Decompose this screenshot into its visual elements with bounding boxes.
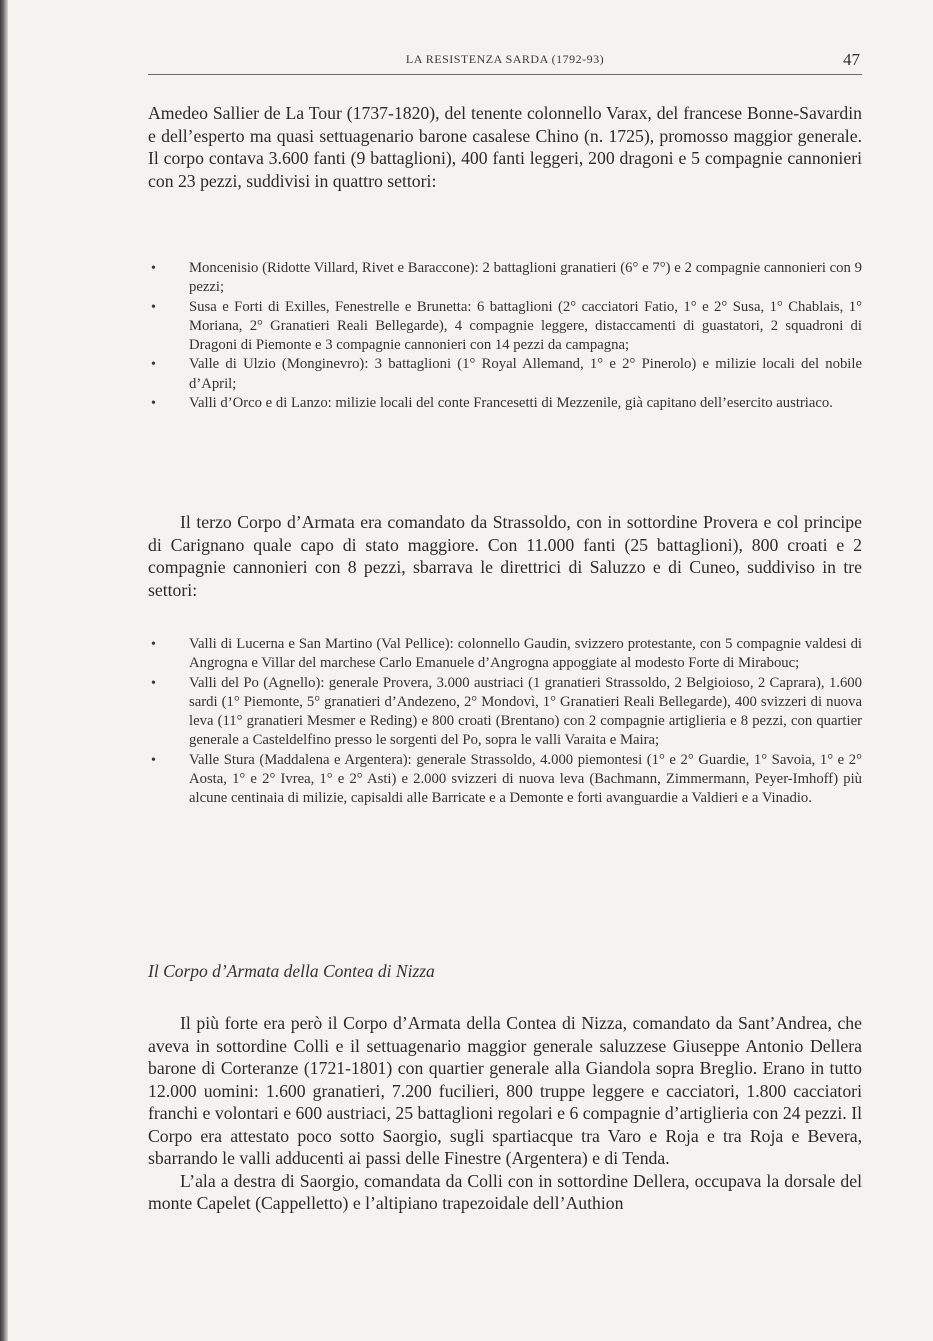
paragraph-continuation [148,102,862,192]
page-binding-shadow [0,0,8,1341]
paragraph-text: Amedeo Sallier de La Tour (1737-1820), del tenente colonnello Varax, del francese Bonne-Savardin e dell’esperto ma quasi settuagenario barone casalese Chino (n. 1725), promosso maggior generale. Il corpo contava 3.600 fanti (9 battaglioni), 400 fanti leggeri, 200 dragoni e 5 compagnie cannonieri con 23 pezzi, suddivisi in quattro settori: [148,103,862,191]
list-item: • Susa e Forti di Exilles, Fenestrelle e Brunetta: 6 battaglioni (2° cacciatori Fatio, 1° e 2° Susa, 1° Chablais, 1° Moriana, 2° Granatieri Reali Bellegarde), 4 compagnie leggere, distaccamenti di guastatori, 2 squadroni di Dragoni di Piemonte e 3 compagnie cannonieri con 14 pezzi da campagna; [148,298,862,356]
paragraph-text: Il terzo Corpo d’Armata era comandato da Strassoldo, con in sottordine Provera e col principe di Carignano quale capo di stato maggiore. Con 11.000 fanti (25 battaglioni), 800 croati e 2 compagnie cannonieri con 8 pezzi, sbarrava le direttrici di Saluzzo e di Cuneo, suddiviso in tre settori: [148,512,862,600]
paragraph-text: Il più forte era però il Corpo d’Armata della Contea di Nizza, comandato da Sant’Andrea, che aveva in sottordine Colli e il settuagenario maggior generale saluzzese Giuseppe Antonio Dellera barone di Corteranze (1721-1801) con quartier generale alla Giandola sopra Breglio. Erano in tutto 12.000 uomini: 1.600 granatieri, 7.200 fucilieri, 800 truppe leggere e cacciatori, 1.800 cacciatori franchi e volontari e 600 austriaci, 25 battaglioni regolari e 6 compagnie d’artiglieria con 24 pezzi. Il Corpo era attestato poco sotto Saorgio, sugli spartiacque tra Varo e Roja e tra Roja e Bevera, sbarrando le valli adducenti ai passi delle Finestre (Argentera) e di Tenda. [148,1013,862,1168]
list-item: • Moncenisio (Ridotte Villard, Rivet e Baraccone): 2 battaglioni granatieri (6° e 7°) e 2 compagnie cannonieri con 9 pezzi; [148,259,862,298]
sector-list-third-corps [148,635,862,809]
section-heading: Il Corpo d’Armata della Contea di Nizza [148,961,435,981]
sector-list-first-corps [148,259,862,413]
paragraph-text: L’ala a destra di Saorgio, comandata da Colli con in sottordine Dellera, occupava la dorsale del monte Capelet (Cappelletto) e l’altipiano trapezoidale dell’Authion [148,1170,862,1213]
list-item: • Valli di Lucerna e San Martino (Val Pellice): colonnello Gaudin, svizzero protestante, con 5 compagnie valdesi di Angrogna e Villar del marchese Carlo Emanuele d’Angrogna appoggiate al modesto Forte di Mirabouc; [148,635,862,674]
running-header [148,50,862,75]
list-item: • Valli del Po (Agnello): generale Provera, 3.000 austriaci (1 granatieri Strassoldo, 2 Belgioioso, 2 Caprara), 1.600 sardi (1° Piemonte, 5° granatieri d’Andezeno, 2° Mondovì, 1° Granatieri Reali Bellegarde), 400 svizzeri di nuova leva (11° granatieri Mesmer e Reding) e 800 croati (Brentano) con 2 compagnie artiglieria e 8 pezzi, con quartier generale a Casteldelfino presso le sorgenti del Po, sopra le valli Varaita e Maira; [148,674,862,751]
list-item: • Valli d’Orco e di Lanzo: milizie locali del conte Francesetti di Mezzenile, già capitano dell’esercito austriaco. [148,394,862,413]
paragraph-nizza-corps [148,1012,862,1215]
list-item: • Valle Stura (Maddalena e Argentera): generale Strassoldo, 4.000 piemontesi (1° e 2° Guardie, 1° Savoia, 1° e 2° Aosta, 1° e 2° Ivrea, 1° e 2° Asti) e 2.000 svizzeri di nuova leva (Bachmann, Zimmermann, Peyer-Imhoff) più alcune centinaia di milizie, capisaldi alle Barricate e a Demonte e forti avanguardie a Valdieri e a Vinadio. [148,751,862,809]
page-number: 47 [843,50,860,69]
list-item: • Valle di Ulzio (Monginevro): 3 battaglioni (1° Royal Allemand, 1° e 2° Pinerolo) e milizie locali del nobile d’April; [148,355,862,394]
running-title: LA RESISTENZA SARDA (1792-93) [405,52,605,66]
paragraph-third-corps [148,511,862,601]
